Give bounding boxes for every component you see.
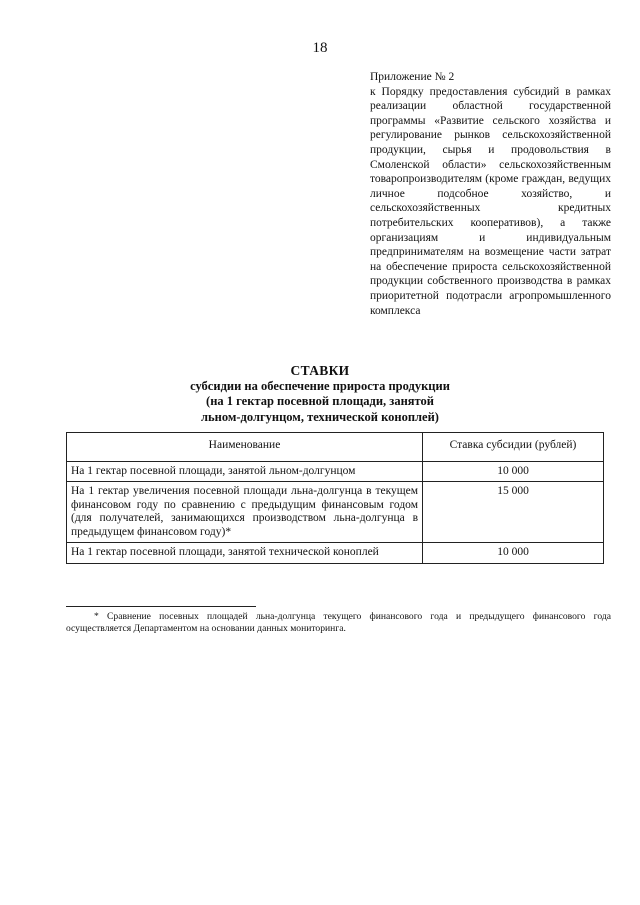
header-name: Наименование <box>67 433 423 462</box>
page-number: 18 <box>312 40 328 56</box>
heading-subtitle-1: субсидии на обеспечение прироста продукции <box>190 378 450 393</box>
appendix-block <box>370 70 611 318</box>
row-rate: 15 000 <box>423 482 604 543</box>
appendix-text: к Порядку предоставления субсидий в рамках реализации областной государственной программы «Развитие сельского хозяйства и регулирование рынков сельскохозяйственной продукции, сырья и продовольствия в Смоленской области» сельскохозяйственным товаропроизводителям (кроме граждан, ведущих личное подсобное хозяйство, и сельскохозяйственных кредитных потребительских кооперативов), а также организациям и индивидуальным предпринимателям на возмещение части затрат на обеспечение прироста сельскохозяйственной продукции собственного производства в рамках приоритетной подотрасли агропромышленного комплекса <box>370 85 611 317</box>
footnote: * Сравнение посевных площадей льна-долгунца текущего финансового года и предыдущего финансового года осуществляется Департаментом на основании данных мониторинга. <box>66 611 611 634</box>
table-row <box>67 482 604 543</box>
document-heading <box>0 363 640 425</box>
header-rate: Ставка субсидии (рублей) <box>423 433 604 462</box>
table-row <box>67 461 604 482</box>
row-rate: 10 000 <box>423 543 604 564</box>
rates-table <box>66 432 604 564</box>
appendix-title: Приложение № 2 <box>370 71 455 83</box>
row-name: На 1 гектар увеличения посевной площади льна-долгунца в текущем финансовом году по сравнению с предыдущим финансовым годом (для получателей, занимающихся производством льна-долгунца в предыдущем финансовом году)* <box>67 482 423 543</box>
row-name: На 1 гектар посевной площади, занятой технической коноплей <box>67 543 423 564</box>
table-header-row <box>67 433 604 462</box>
table-row <box>67 543 604 564</box>
footnote-separator <box>66 606 256 607</box>
heading-subtitle-3: льном-долгунцом, технической коноплей) <box>201 409 439 424</box>
row-name: На 1 гектар посевной площади, занятой льном-долгунцом <box>67 461 423 482</box>
row-rate: 10 000 <box>423 461 604 482</box>
heading-title: СТАВКИ <box>290 363 350 378</box>
heading-subtitle-2: (на 1 гектар посевной площади, занятой <box>206 394 434 408</box>
